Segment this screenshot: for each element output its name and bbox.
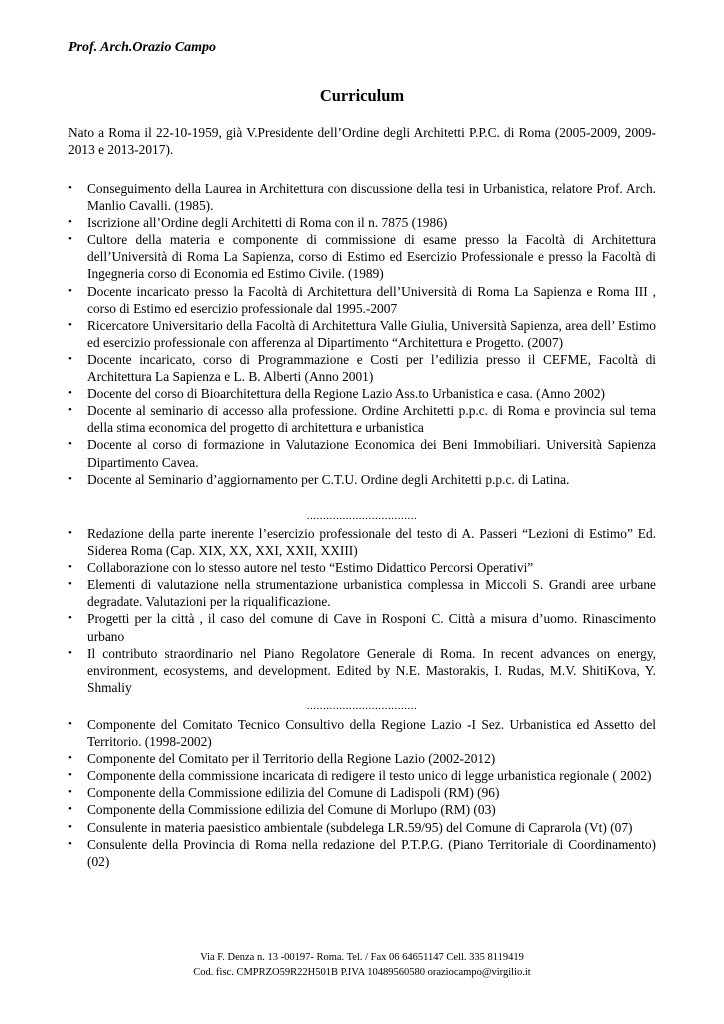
- list-item-text: Docente incaricato, corso di Programmazione e Costi per l’edilizia presso il CEFME, Facoltà di Architettura La Sapienza e L. B. Alberti (Anno 2001): [87, 351, 656, 385]
- bullet-icon: •: [68, 352, 72, 365]
- list-item: [68, 283, 656, 317]
- list-item: [68, 801, 656, 818]
- list-item-text: Componente del Comitato per il Territorio della Regione Lazio (2002-2012): [87, 751, 496, 767]
- bullet-icon: •: [68, 404, 72, 417]
- list-item-text: Cultore della materia e componente di commissione di esame presso la Facoltà di Architettura dell’Università di Roma La Sapienza, corso di Estimo ed Esercizio Professionale e presso la Facoltà di Ingegneria corso di Economia ed Estimo Civile. (1989): [87, 232, 656, 282]
- bullet-icon: •: [68, 216, 72, 229]
- list-education-teaching: [68, 180, 656, 488]
- list-item-text: Elementi di valutazione nella strumentazione urbanistica complessa in Miccoli S. Grandi aree urbane degradate. Valutazioni per la riqualificazione.: [87, 577, 656, 610]
- list-item-text: Consulente in materia paesistico ambientale (subdelega LR.59/95) del Comune di Caprarola (Vt) (07): [87, 819, 633, 835]
- section-separator: ..................................: [306, 700, 418, 712]
- list-item: [68, 471, 656, 488]
- bullet-icon: •: [68, 718, 72, 730]
- bullet-icon: •: [68, 612, 72, 625]
- bullet-icon: •: [68, 233, 72, 246]
- page-title: Curriculum: [319, 86, 405, 105]
- footer-address: Via F. Denza n. 13 -00197- Roma. Tel. / Fax 06 64651147 Cell. 335 8119419: [200, 952, 524, 963]
- list-item-text: Docente incaricato presso la Facoltà di Architettura dell’Università di Roma La Sapienza e Roma III , corso di Estimo ed esercizio professionale dal 1995.-2007: [87, 283, 656, 316]
- bullet-icon: •: [68, 578, 72, 591]
- author-name: Prof. Arch.Orazio Campo: [68, 40, 217, 55]
- list-item-text: Collaborazione con lo stesso autore nel testo “Estimo Didattico Percorsi Operativi”: [87, 560, 534, 576]
- list-item: [68, 610, 656, 644]
- list-item-text: Docente al corso di formazione in Valutazione Economica dei Beni Immobiliari. Università Sapienza Dipartimento Cavea.: [87, 437, 656, 470]
- list-item: [68, 559, 656, 576]
- bullet-icon: •: [68, 752, 72, 765]
- list-item-text: Consulente della Provincia di Roma nella redazione del P.T.P.G. (Piano Territoriale di Coordinamento) (02): [87, 836, 656, 869]
- list-item-text: Docente del corso di Bioarchitettura della Regione Lazio Ass.to Urbanistica e casa. (Anno 2002): [87, 386, 605, 402]
- list-item: [68, 819, 656, 836]
- bullet-icon: •: [68, 182, 72, 194]
- bullet-icon: •: [68, 820, 72, 833]
- list-committees: [68, 716, 656, 870]
- list-item: [68, 784, 656, 801]
- bullet-icon: •: [68, 318, 72, 331]
- list-item: [68, 576, 656, 610]
- intro-paragraph: Nato a Roma il 22-10-1959, già V.Presidente dell’Ordine degli Architetti P.P.C. di Roma (2005-2009, 2009-2013 e 2013-2017).: [68, 125, 656, 157]
- list-item: [68, 402, 656, 436]
- list-item-text: Componente della commissione incaricata di redigere il testo unico di legge urbanistica regionale ( 2002): [87, 768, 652, 784]
- bullet-icon: •: [68, 561, 72, 574]
- list-item-text: Docente al seminario di accesso alla professione. Ordine Architetti p.p.c. di Roma e provincia sul tema della stima economica del progetto di architettura e urbanistica: [87, 403, 656, 436]
- list-item: [68, 525, 656, 559]
- list-item-text: Iscrizione all’Ordine degli Architetti di Roma con il n. 7875 (1986): [87, 215, 448, 231]
- list-item: [68, 716, 656, 750]
- list-item: [68, 180, 656, 214]
- bullet-icon: •: [68, 769, 72, 782]
- list-item: [68, 385, 656, 402]
- list-item: [68, 645, 656, 696]
- list-item: [68, 767, 656, 784]
- list-item-text: Componente della Commissione edilizia del Comune di Morlupo (RM) (03): [87, 802, 496, 818]
- list-item: [68, 214, 656, 231]
- bullet-icon: •: [68, 284, 72, 297]
- list-publications: [68, 525, 656, 696]
- list-item-text: Progetti per la città , il caso del comune di Cave in Rosponi C. Città a misura d’uomo. Rinascimento urbano: [87, 611, 656, 644]
- list-item-text: Redazione della parte inerente l’esercizio professionale del testo di A. Passeri “Lezioni di Estimo” Ed. Siderea Roma (Cap. XIX, XX, XXI, XXII, XXIII): [87, 526, 656, 559]
- bullet-icon: •: [68, 527, 72, 539]
- list-item: [68, 750, 656, 767]
- bullet-icon: •: [68, 438, 72, 451]
- footer-contact: [0, 950, 724, 980]
- bullet-icon: •: [68, 837, 72, 850]
- list-item-text: Docente al Seminario d’aggiornamento per C.T.U. Ordine degli Architetti p.p.c. di Latina.: [87, 471, 570, 487]
- bullet-icon: •: [68, 803, 72, 816]
- list-item-text: Conseguimento della Laurea in Architettura con discussione della tesi in Urbanistica, relatore Prof. Arch. Manlio Cavalli. (1985).: [87, 181, 656, 214]
- footer-tax-info: Cod. fisc. CMPRZO59R22H501B P.IVA 10489560580 oraziocampo@virgilio.it: [193, 967, 531, 978]
- list-item: [68, 351, 656, 385]
- section-separator: ..................................: [306, 510, 418, 522]
- list-item: [68, 231, 656, 282]
- bullet-icon: •: [68, 786, 72, 799]
- bullet-icon: •: [68, 646, 72, 659]
- list-item: [68, 317, 656, 351]
- bullet-icon: •: [68, 472, 72, 485]
- list-item-text: Il contributo straordinario nel Piano Regolatore Generale di Roma. In recent advances on energy, environment, ecosystems, and development. Edited by N.E. Mastorakis, I. Rudas, M.V. ShitiKova, Y. Shmaliy: [87, 645, 656, 695]
- list-item-text: Ricercatore Universitario della Facoltà di Architettura Valle Giulia, Università Sapienza, area dell’ Estimo ed esercizio professionale con afferenza al Dipartimento “Architettura e Progetto. (2007): [87, 317, 656, 350]
- bullet-icon: •: [68, 387, 72, 400]
- list-item: [68, 436, 656, 470]
- list-item: [68, 836, 656, 870]
- list-item-text: Componente della Commissione edilizia del Comune di Ladispoli (RM) (96): [87, 785, 500, 801]
- list-item-text: Componente del Comitato Tecnico Consultivo della Regione Lazio -I Sez. Urbanistica ed Assetto del Territorio. (1998-2002): [87, 717, 656, 750]
